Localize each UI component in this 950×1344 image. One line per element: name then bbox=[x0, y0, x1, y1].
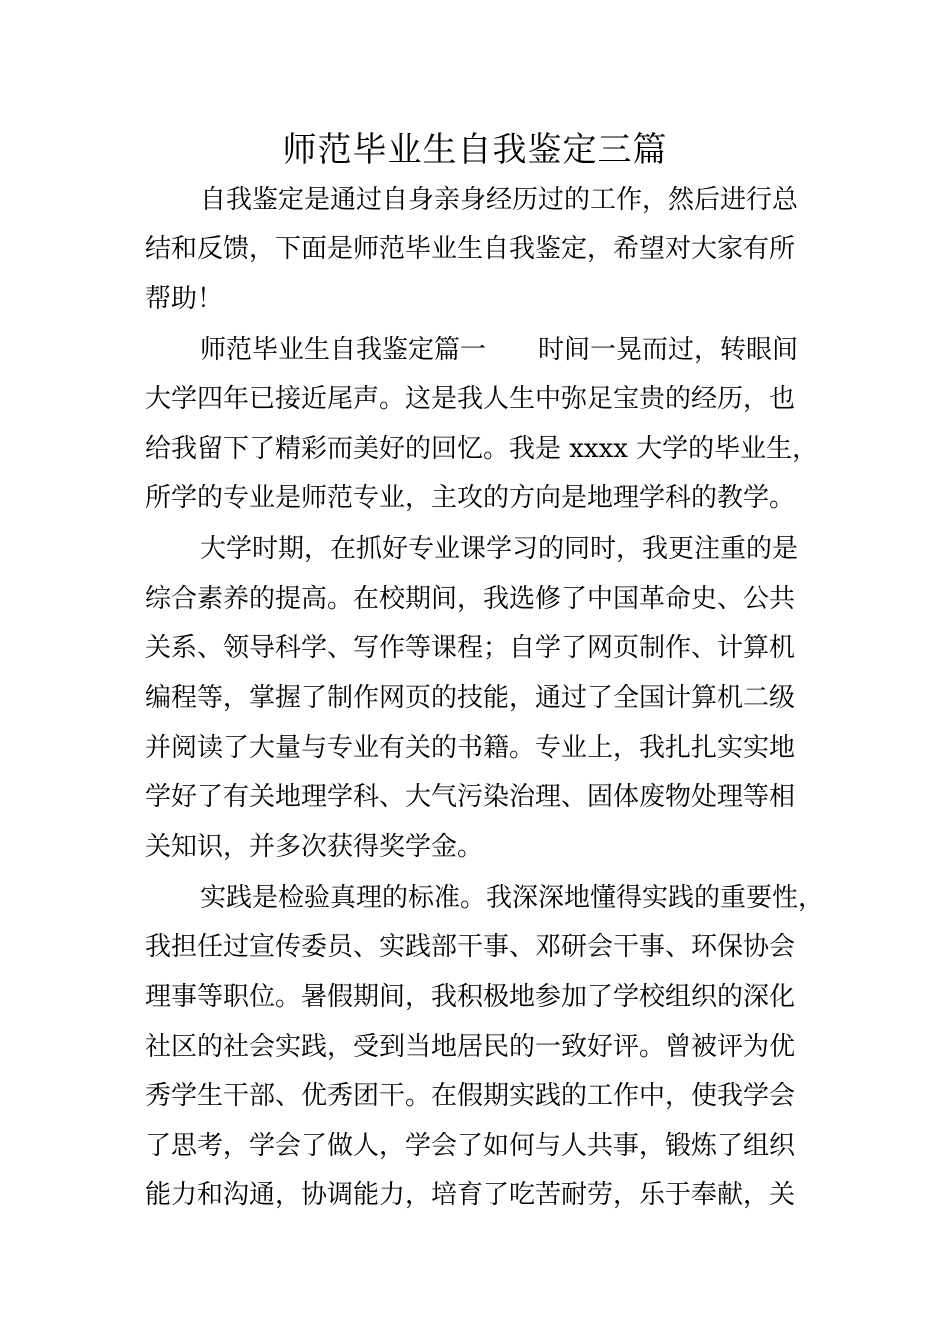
paragraph-line: 我担任过宣传委员、实践部干事、邓研会干事、环保协会 bbox=[145, 932, 796, 962]
paragraph-line: 编程等，掌握了制作网页的技能，通过了全国计算机二级 bbox=[145, 683, 796, 713]
paragraph-line: 大学时期，在抓好专业课学习的同时，我更注重的是 bbox=[200, 534, 799, 564]
paragraph-line: 学好了有关地理学科、大气污染治理、固体废物处理等相 bbox=[145, 782, 796, 812]
paragraph-line: 帮助！ bbox=[145, 284, 224, 314]
paragraph-line: 并阅读了大量与专业有关的书籍。专业上，我扎扎实实地 bbox=[145, 733, 796, 763]
paragraph-line: 实践是检验真理的标准。我深深地懂得实践的重要性， bbox=[200, 883, 825, 913]
paragraph-line: 能力和沟通，协调能力，培育了吃苦耐劳，乐于奉献，关 bbox=[145, 1180, 796, 1210]
paragraph-line: 理事等职位。暑假期间，我积极地参加了学校组织的深化 bbox=[145, 982, 796, 1012]
paragraph-line: 所学的专业是师范专业，主攻的方向是地理学科的教学。 bbox=[145, 483, 796, 513]
paragraph-line: 综合素养的提高。在校期间，我选修了中国革命史、公共 bbox=[145, 584, 796, 614]
paragraph-line: 给我留下了精彩而美好的回忆。我是 xxxx 大学的毕业生， bbox=[145, 434, 819, 464]
paragraph-line: 关知识，并多次获得奖学金。 bbox=[145, 832, 484, 862]
paragraph-line: 师范毕业生自我鉴定篇一 时间一晃而过，转眼间 bbox=[200, 335, 799, 365]
paragraph-line: 关系、领导科学、写作等课程；自学了网页制作、计算机 bbox=[145, 633, 796, 663]
paragraph-line: 结和反馈，下面是师范毕业生自我鉴定，希望对大家有所 bbox=[145, 234, 796, 264]
paragraph-line: 秀学生干部、优秀团干。在假期实践的工作中，使我学会 bbox=[145, 1081, 796, 1111]
paragraph-line: 社区的社会实践，受到当地居民的一致好评。曾被评为优 bbox=[145, 1032, 796, 1062]
paragraph-line: 了思考，学会了做人，学会了如何与人共事，锻炼了组织 bbox=[145, 1131, 796, 1161]
paragraph-line: 大学四年已接近尾声。这是我人生中弥足宝贵的经历，也 bbox=[145, 384, 796, 414]
document-title: 师范毕业生自我鉴定三篇 bbox=[282, 130, 668, 170]
paragraph-line: 自我鉴定是通过自身亲身经历过的工作，然后进行总 bbox=[200, 185, 799, 215]
